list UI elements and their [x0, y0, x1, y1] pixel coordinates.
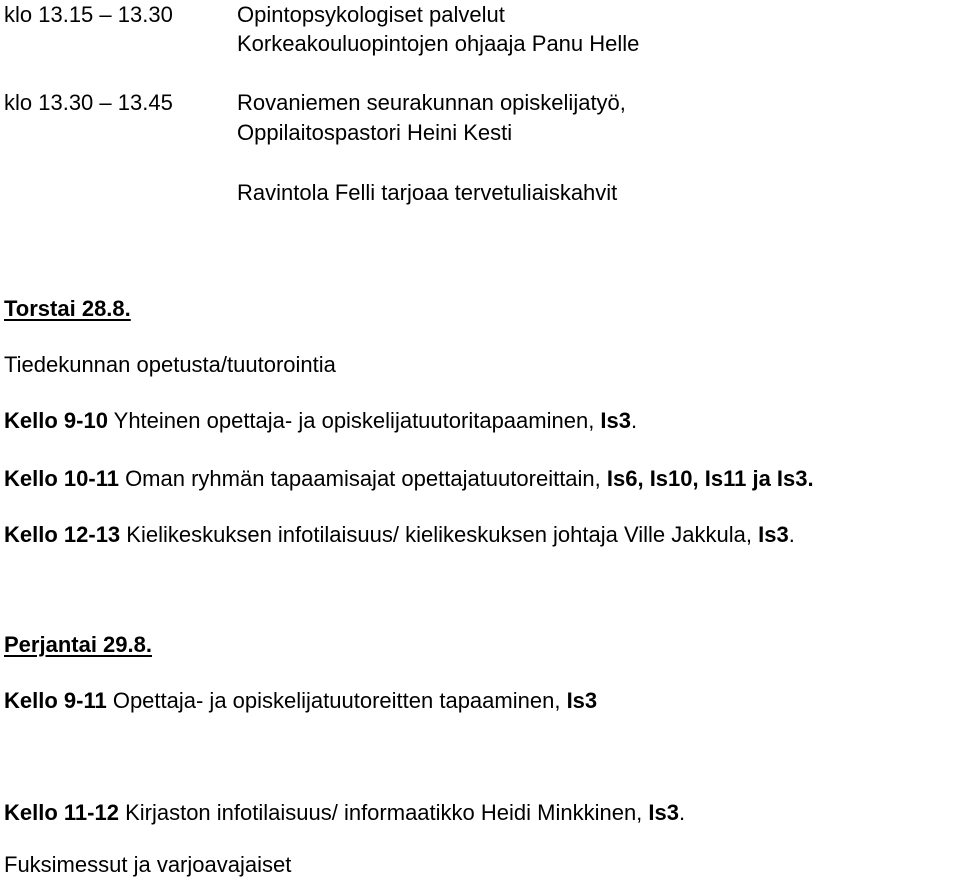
item-time: Kello 12-13 — [4, 522, 121, 547]
schedule-item — [4, 410, 637, 432]
closing-note: Fuksimessut ja varjoavajaiset — [4, 852, 292, 877]
session-presenter: Korkeakouluopintojen ohjaaja Panu Helle — [237, 31, 640, 56]
session-time: klo 13.30 – 13.45 — [4, 90, 173, 115]
item-room: Is6, Is10, Is11 ja Is3. — [606, 466, 814, 491]
day-subheading: Tiedekunnan opetusta/tuutorointia — [4, 352, 336, 377]
item-end: . — [788, 522, 795, 547]
item-room: Is3 — [566, 688, 598, 713]
item-room: Is3 — [600, 408, 632, 433]
item-time: Kello 9-11 — [4, 688, 107, 713]
item-text: Kielikeskuksen infotilaisuus/ kielikeskuksen johtaja Ville Jakkula, — [120, 522, 759, 547]
item-time: Kello 10-11 — [4, 466, 119, 491]
item-room: Is3 — [758, 522, 789, 547]
schedule-item — [4, 690, 597, 712]
session-time: klo 13.15 – 13.30 — [4, 2, 173, 27]
session-presenter: Oppilaitospastori Heini Kesti — [237, 120, 513, 145]
day-heading-friday: Perjantai 29.8. — [4, 632, 152, 657]
session-title: Rovaniemen seurakunnan opiskelijatyö, — [237, 90, 626, 115]
coffee-note: Ravintola Felli tarjoaa tervetuliaiskahvit — [237, 180, 618, 205]
session-title: Opintopsykologiset palvelut — [237, 2, 505, 27]
item-text: Kirjaston infotilaisuus/ informaatikko Heidi Minkkinen, — [118, 800, 649, 825]
item-text: Oman ryhmän tapaamisajat opettajatuutoreittain, — [118, 466, 607, 491]
schedule-item — [4, 802, 685, 824]
item-end: . — [631, 408, 638, 433]
item-time: Kello 11-12 — [4, 800, 119, 825]
item-time: Kello 9-10 — [4, 408, 108, 433]
item-room: Is3 — [648, 800, 679, 825]
item-text: Opettaja- ja opiskelijatuutoreitten tapaaminen, — [106, 688, 567, 713]
item-end: . — [679, 800, 686, 825]
schedule-item — [4, 468, 814, 490]
schedule-item — [4, 524, 795, 546]
day-heading-thursday: Torstai 28.8. — [4, 296, 131, 321]
item-text: Yhteinen opettaja- ja opiskelijatuutoritapaaminen, — [107, 408, 601, 433]
